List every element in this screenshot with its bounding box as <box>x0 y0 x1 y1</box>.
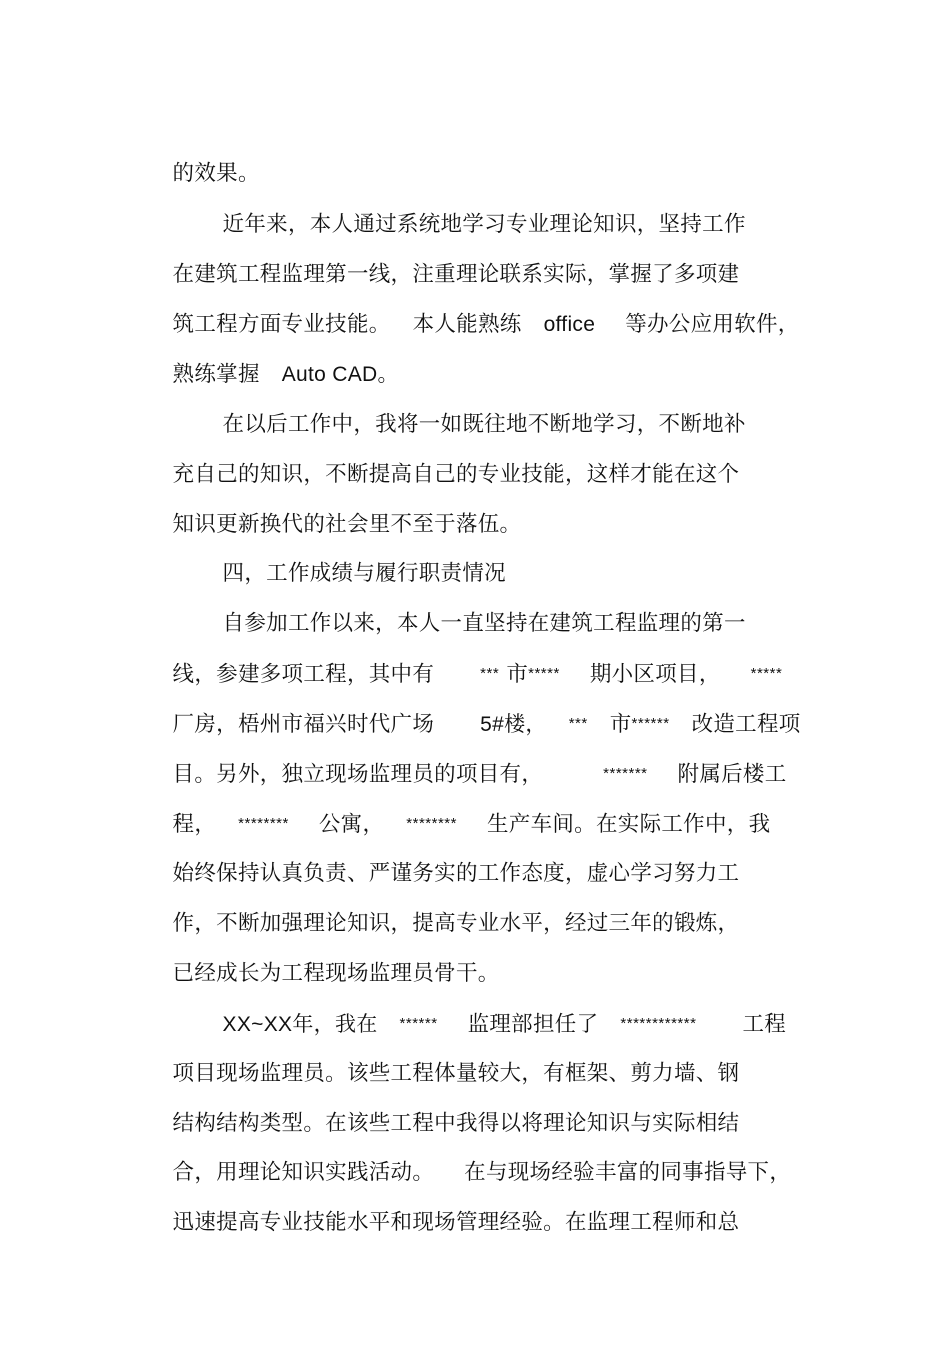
text-segment: 四，工作成绩与履行职责情况 <box>222 561 506 586</box>
text-segment: 等办公应用软件， <box>625 312 800 337</box>
text-line-22 <box>144 1172 740 1235</box>
text-segment: ***** <box>750 665 783 682</box>
text-segment: 市 <box>609 712 632 737</box>
text-line-14 <box>144 773 771 837</box>
text-segment: 在建筑工程监理第一线，注重理论联系实际，掌握了多项建 <box>172 262 740 287</box>
text-segment: 工程 <box>742 1012 787 1037</box>
text-segment: 厂房，梧州市福兴时代广场 <box>172 712 435 737</box>
text-segment: 监理部担任了 <box>467 1012 599 1037</box>
text-line-7 <box>144 424 740 487</box>
text-line-17 <box>144 923 500 986</box>
text-segment: 在以后工作中，我将一如既往地不断地学习，不断地补 <box>222 412 746 437</box>
text-segment: 在与现场经验丰富的同事指导下， <box>464 1160 792 1185</box>
text-line-19 <box>144 1023 740 1086</box>
text-segment: 生产车间。在实际工作中，我 <box>486 812 771 837</box>
text-segment: ******** <box>238 815 289 832</box>
text-segment: 筑工程方面专业技能。 <box>172 312 391 337</box>
text-line-20 <box>144 1073 740 1136</box>
text-line-15 <box>144 823 740 886</box>
text-segment: 已经成长为工程现场监理员骨干。 <box>172 961 500 986</box>
text-line-16 <box>144 873 740 936</box>
text-line-2 <box>194 174 746 237</box>
text-segment: 近年来，本人通过系统地学习专业理论知识，坚持工作 <box>222 212 746 237</box>
text-line-10 <box>194 573 746 636</box>
text-segment: office <box>543 313 596 336</box>
text-segment: 市 <box>506 662 529 687</box>
text-segment: 结构结构类型。在该些工程中我得以将理论知识与实际相结 <box>172 1111 740 1136</box>
text-line-11 <box>144 623 783 687</box>
text-segment: ****** <box>399 1015 438 1032</box>
text-segment: ***** <box>528 665 560 682</box>
text-segment: 本人能熟练 <box>412 312 522 337</box>
text-segment: 迅速提高专业技能水平和现场管理经验。在监理工程师和总 <box>172 1210 740 1235</box>
text-segment: XX~XX年，我在 <box>222 1013 378 1036</box>
text-line-12 <box>144 673 801 737</box>
text-segment: 的效果。 <box>172 161 260 186</box>
text-segment: 公寓， <box>318 812 385 837</box>
text-segment: ****** <box>631 715 670 732</box>
text-line-13 <box>144 723 787 787</box>
text-segment: ******** <box>406 815 457 832</box>
text-segment: 5#楼， <box>480 713 547 736</box>
text-segment: 目。另外，独立现场监理员的项目有， <box>172 762 544 787</box>
text-line-1 <box>144 123 260 186</box>
text-segment: 改造工程项 <box>691 712 801 737</box>
text-line-3 <box>144 224 740 287</box>
text-segment: 项目现场监理员。该些工程体量较大，有框架、剪力墙、钢 <box>172 1061 740 1086</box>
text-line-8 <box>144 474 522 537</box>
text-segment: *** <box>568 715 588 732</box>
text-segment: 程， <box>172 812 217 837</box>
text-segment: 期小区项目， <box>589 662 721 687</box>
text-segment: 线，参建多项工程，其中有 <box>172 662 435 687</box>
text-line-21 <box>144 1122 792 1185</box>
text-line-5 <box>144 324 399 387</box>
text-segment: 附属后楼工 <box>677 762 787 787</box>
text-segment: ******* <box>603 765 648 782</box>
text-segment: 合，用理论知识实践活动。 <box>172 1160 435 1185</box>
text-segment: 知识更新换代的社会里不至于落伍。 <box>172 512 522 537</box>
text-segment: Auto CAD。 <box>281 363 399 386</box>
text-line-18 <box>194 973 787 1037</box>
text-segment: 作，不断加强理论知识，提高专业水平，经过三年的锻炼， <box>172 911 740 936</box>
text-segment: ************ <box>620 1015 697 1032</box>
section-heading <box>194 523 506 586</box>
text-segment: 始终保持认真负责、严谨务实的工作态度，虚心学习努力工 <box>172 861 740 886</box>
text-segment: *** <box>480 665 500 682</box>
text-segment: 充自己的知识，不断提高自己的专业技能，这样才能在这个 <box>172 462 740 487</box>
text-segment: 熟练掌握 <box>172 362 260 387</box>
text-line-6 <box>194 374 746 437</box>
text-line-4 <box>144 274 800 337</box>
text-segment: 自参加工作以来，本人一直坚持在建筑工程监理的第一 <box>222 611 746 636</box>
